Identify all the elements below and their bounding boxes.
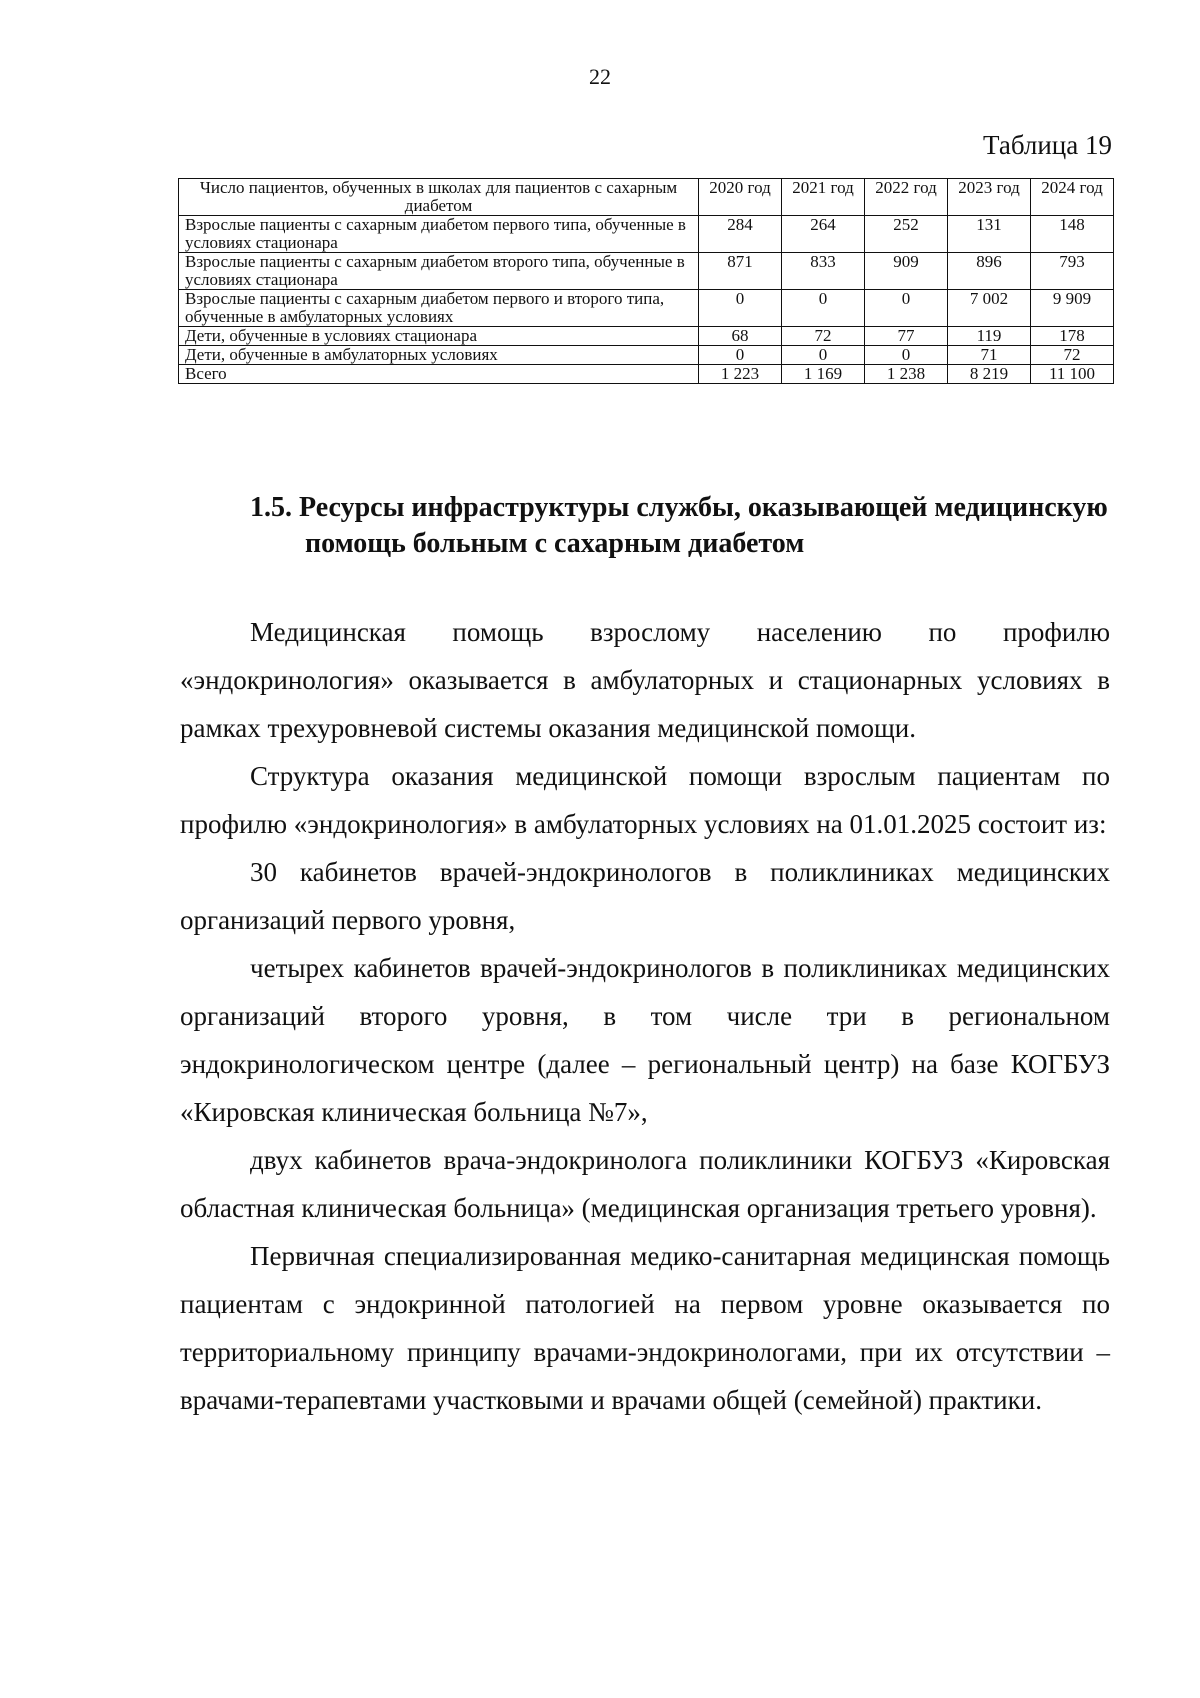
paragraph: Первичная специализированная медико-санитарная медицинская помощь пациентам с эндокринной патологией на первом уровне оказывается по территориальному принципу врачами-эндокринологами, при их отсутствии – врачами-терапевтами участковыми и врачами общей (семейной) практики. <box>180 1241 1110 1415</box>
section-heading-line1: 1.5. Ресурсы инфраструктуры службы, оказывающей медицинскую <box>250 492 1108 523</box>
cell-value: 11 100 <box>1031 365 1114 384</box>
cell-value: 9 909 <box>1031 290 1114 327</box>
cell-value: 833 <box>782 253 865 290</box>
cell-value: 0 <box>865 290 948 327</box>
cell-value: 178 <box>1031 327 1114 346</box>
cell-value: 1 238 <box>865 365 948 384</box>
table-header-row <box>179 179 1114 216</box>
table-row <box>179 253 1114 290</box>
cell-value: 68 <box>699 327 782 346</box>
paragraph: двух кабинетов врача-эндокринолога поликлиники КОГБУЗ «Кировская областная клиническая больница» (медицинская организация третьего уровня). <box>180 1145 1110 1223</box>
cell-value: 72 <box>1031 346 1114 365</box>
cell-value: 896 <box>948 253 1031 290</box>
cell-value: 871 <box>699 253 782 290</box>
table-row <box>179 327 1114 346</box>
cell-value: 909 <box>865 253 948 290</box>
row-label: Взрослые пациенты с сахарным диабетом первого и второго типа, обученные в амбулаторных условиях <box>179 290 699 327</box>
paragraph: 30 кабинетов врачей-эндокринологов в поликлиниках медицинских организаций первого уровня, <box>180 857 1110 935</box>
cell-value: 0 <box>699 346 782 365</box>
cell-value: 1 223 <box>699 365 782 384</box>
paragraph: Медицинская помощь взрослому населению по профилю «эндокринология» оказывается в амбулаторных и стационарных условиях в рамках трехуровневой системы оказания медицинской помощи. <box>180 617 1110 743</box>
table-row <box>179 290 1114 327</box>
paragraph: четырех кабинетов врачей-эндокринологов в поликлиниках медицинских организаций второго уровня, в том числе три в региональном эндокринологическом центре (далее – региональный центр) на базе КОГБУЗ «Кировская клиническая больница №7», <box>180 953 1110 1127</box>
row-label: Взрослые пациенты с сахарным диабетом второго типа, обученные в условиях стационара <box>179 253 699 290</box>
page-number: 22 <box>589 64 611 89</box>
section-heading <box>250 490 1120 562</box>
cell-value: 0 <box>699 290 782 327</box>
table-header-year: 2022 год <box>865 179 948 216</box>
table-header-year: 2020 год <box>699 179 782 216</box>
body-text <box>180 608 1110 1424</box>
table-row <box>179 346 1114 365</box>
section-heading-line2: помощь больным с сахарным диабетом <box>305 528 805 559</box>
table-header-label: Число пациентов, обученных в школах для пациентов с сахарным диабетом <box>179 179 699 216</box>
row-label: Дети, обученные в условиях стационара <box>179 327 699 346</box>
cell-value: 0 <box>865 346 948 365</box>
cell-value: 252 <box>865 216 948 253</box>
cell-value: 264 <box>782 216 865 253</box>
cell-value: 71 <box>948 346 1031 365</box>
table-header-year: 2024 год <box>1031 179 1114 216</box>
cell-value: 0 <box>782 290 865 327</box>
cell-value: 8 219 <box>948 365 1031 384</box>
row-label: Дети, обученные в амбулаторных условиях <box>179 346 699 365</box>
table-row <box>179 216 1114 253</box>
cell-value: 148 <box>1031 216 1114 253</box>
row-label: Всего <box>179 365 699 384</box>
cell-value: 7 002 <box>948 290 1031 327</box>
patients-training-table <box>178 178 1114 384</box>
table-header-year: 2023 год <box>948 179 1031 216</box>
cell-value: 131 <box>948 216 1031 253</box>
row-label: Взрослые пациенты с сахарным диабетом первого типа, обученные в условиях стационара <box>179 216 699 253</box>
paragraph: Структура оказания медицинской помощи взрослым пациентам по профилю «эндокринология» в амбулаторных условиях на 01.01.2025 состоит из: <box>180 761 1110 839</box>
cell-value: 284 <box>699 216 782 253</box>
cell-value: 77 <box>865 327 948 346</box>
cell-value: 793 <box>1031 253 1114 290</box>
cell-value: 72 <box>782 327 865 346</box>
table-caption: Таблица 19 <box>983 130 1112 160</box>
table-header-year: 2021 год <box>782 179 865 216</box>
cell-value: 119 <box>948 327 1031 346</box>
cell-value: 0 <box>782 346 865 365</box>
table-total-row <box>179 365 1114 384</box>
cell-value: 1 169 <box>782 365 865 384</box>
